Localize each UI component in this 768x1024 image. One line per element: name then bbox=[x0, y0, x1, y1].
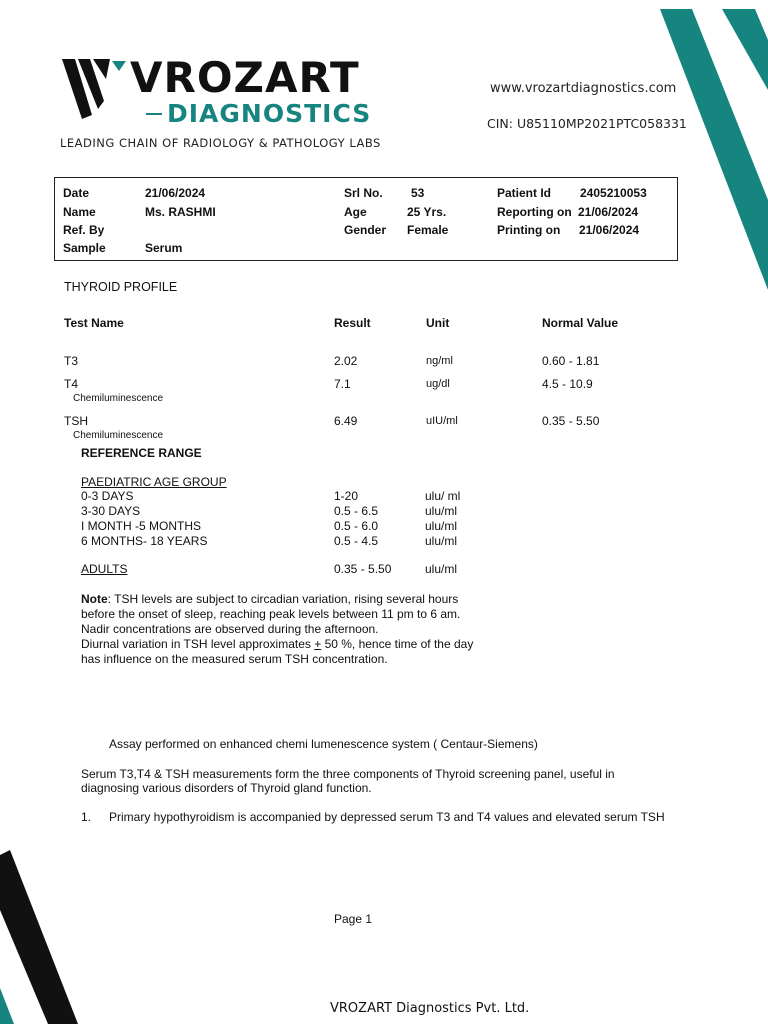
brand-dash bbox=[146, 113, 162, 115]
age-label: Age bbox=[344, 205, 367, 219]
reporting-label: Reporting on bbox=[497, 205, 572, 219]
ref-unit-0: ulu/ ml bbox=[425, 489, 461, 503]
teal-stripe-bottom-left bbox=[0, 988, 14, 1024]
note-block bbox=[81, 592, 521, 667]
col-test-name: Test Name bbox=[64, 316, 124, 330]
srl-value: 53 bbox=[411, 186, 425, 200]
date-label: Date bbox=[63, 186, 90, 200]
adults-unit: ulu/ml bbox=[425, 562, 458, 576]
test-name-t3: T3 bbox=[64, 354, 79, 368]
ref-range-3: 0.5 - 4.5 bbox=[334, 534, 379, 548]
test-name-t4: T4 bbox=[64, 377, 79, 391]
method-tsh: Chemiluminescence bbox=[73, 430, 164, 441]
note-line-5: has influence on the measured serum TSH concentration. bbox=[81, 652, 388, 666]
paragraph-line-2: diagnosing various disorders of Thyroid gland function. bbox=[81, 781, 372, 795]
list-item-1: Primary hypothyroidism is accompanied by depressed serum T3 and T4 values and elevated serum TSH bbox=[109, 810, 665, 824]
section-title: THYROID PROFILE bbox=[64, 280, 178, 294]
assay-text: Assay performed on enhanced chemi lumenescence system ( Centaur-Siemens) bbox=[109, 737, 538, 751]
ref-range-0: 1-20 bbox=[334, 489, 359, 503]
note-line-1: Note: TSH levels are subject to circadian variation, rising several hours bbox=[81, 592, 459, 606]
result-tsh: 6.49 bbox=[334, 414, 358, 428]
unit-tsh: uIU/ml bbox=[426, 415, 458, 427]
age-value: 25 Yrs. bbox=[407, 205, 447, 219]
ref-age-1: 3-30 DAYS bbox=[81, 504, 141, 518]
patient-id-value: 2405210053 bbox=[580, 186, 647, 200]
refby-label: Ref. By bbox=[63, 223, 105, 237]
gender-label: Gender bbox=[344, 223, 387, 237]
note-line-3: Nadir concentrations are observed during the afternoon. bbox=[81, 622, 379, 636]
paragraph-line-1: Serum T3,T4 & TSH measurements form the three components of Thyroid screening panel, useful in bbox=[81, 767, 615, 781]
ref-range-2: 0.5 - 6.0 bbox=[334, 519, 379, 533]
note-line-2: before the onset of sleep, reaching peak levels between 11 pm to 6 am. bbox=[81, 607, 461, 621]
printing-label: Printing on bbox=[497, 223, 561, 237]
list-number-1: 1. bbox=[81, 810, 92, 824]
ref-unit-3: ulu/ml bbox=[425, 534, 458, 548]
sample-value: Serum bbox=[145, 241, 183, 255]
date-value: 21/06/2024 bbox=[145, 186, 206, 200]
ref-age-2: I MONTH -5 MONTHS bbox=[81, 519, 201, 533]
black-stripe-bottom-left bbox=[0, 850, 78, 1024]
brand-name: VROZART bbox=[130, 53, 360, 102]
ref-unit-1: ulu/ml bbox=[425, 504, 458, 518]
plus-minus: + bbox=[314, 637, 322, 651]
result-t3: 2.02 bbox=[334, 354, 358, 368]
tagline: LEADING CHAIN OF RADIOLOGY & PATHOLOGY LABS bbox=[60, 136, 381, 150]
ref-age-3: 6 MONTHS- 18 YEARS bbox=[81, 534, 208, 548]
srl-label: Srl No. bbox=[344, 186, 383, 200]
test-name-tsh: TSH bbox=[64, 414, 88, 428]
normal-tsh: 0.35 - 5.50 bbox=[542, 414, 600, 428]
gender-value: Female bbox=[407, 223, 449, 237]
patient-id-label: Patient Id bbox=[497, 186, 552, 200]
paediatric-title: PAEDIATRIC AGE GROUP bbox=[81, 475, 227, 489]
col-result: Result bbox=[334, 316, 371, 330]
col-unit: Unit bbox=[426, 316, 450, 330]
footer-company: VROZART Diagnostics Pvt. Ltd. bbox=[330, 1001, 530, 1016]
brand-subtitle: DIAGNOSTICS bbox=[167, 99, 372, 128]
note-label: Note bbox=[81, 592, 108, 606]
note-line-4: Diurnal variation in TSH level approximates + 50 %, hence time of the day bbox=[81, 637, 474, 651]
normal-t4: 4.5 - 10.9 bbox=[542, 377, 593, 391]
unit-t3: ng/ml bbox=[426, 355, 453, 367]
ref-unit-2: ulu/ml bbox=[425, 519, 458, 533]
normal-t3: 0.60 - 1.81 bbox=[542, 354, 600, 368]
page-number: Page 1 bbox=[334, 912, 373, 926]
unit-t4: ug/dl bbox=[426, 378, 450, 390]
adults-label: ADULTS bbox=[81, 562, 128, 576]
reporting-value: 21/06/2024 bbox=[578, 205, 639, 219]
reference-range-title: REFERENCE RANGE bbox=[81, 446, 202, 460]
ref-range-1: 0.5 - 6.5 bbox=[334, 504, 379, 518]
sample-label: Sample bbox=[63, 241, 106, 255]
adults-range: 0.35 - 5.50 bbox=[334, 562, 392, 576]
col-normal-value: Normal Value bbox=[542, 316, 619, 330]
method-t4: Chemiluminescence bbox=[73, 393, 164, 404]
teal-stripe-top-right-2 bbox=[722, 9, 768, 90]
cin-number: CIN: U85110MP2021PTC058331 bbox=[487, 116, 687, 131]
printing-value: 21/06/2024 bbox=[579, 223, 640, 237]
result-t4: 7.1 bbox=[334, 377, 351, 391]
name-label: Name bbox=[63, 205, 96, 219]
name-value: Ms. RASHMI bbox=[145, 205, 216, 219]
website-link[interactable]: www.vrozartdiagnostics.com bbox=[490, 81, 677, 96]
ref-age-0: 0-3 DAYS bbox=[81, 489, 134, 503]
logo-mark-icon bbox=[62, 57, 128, 121]
